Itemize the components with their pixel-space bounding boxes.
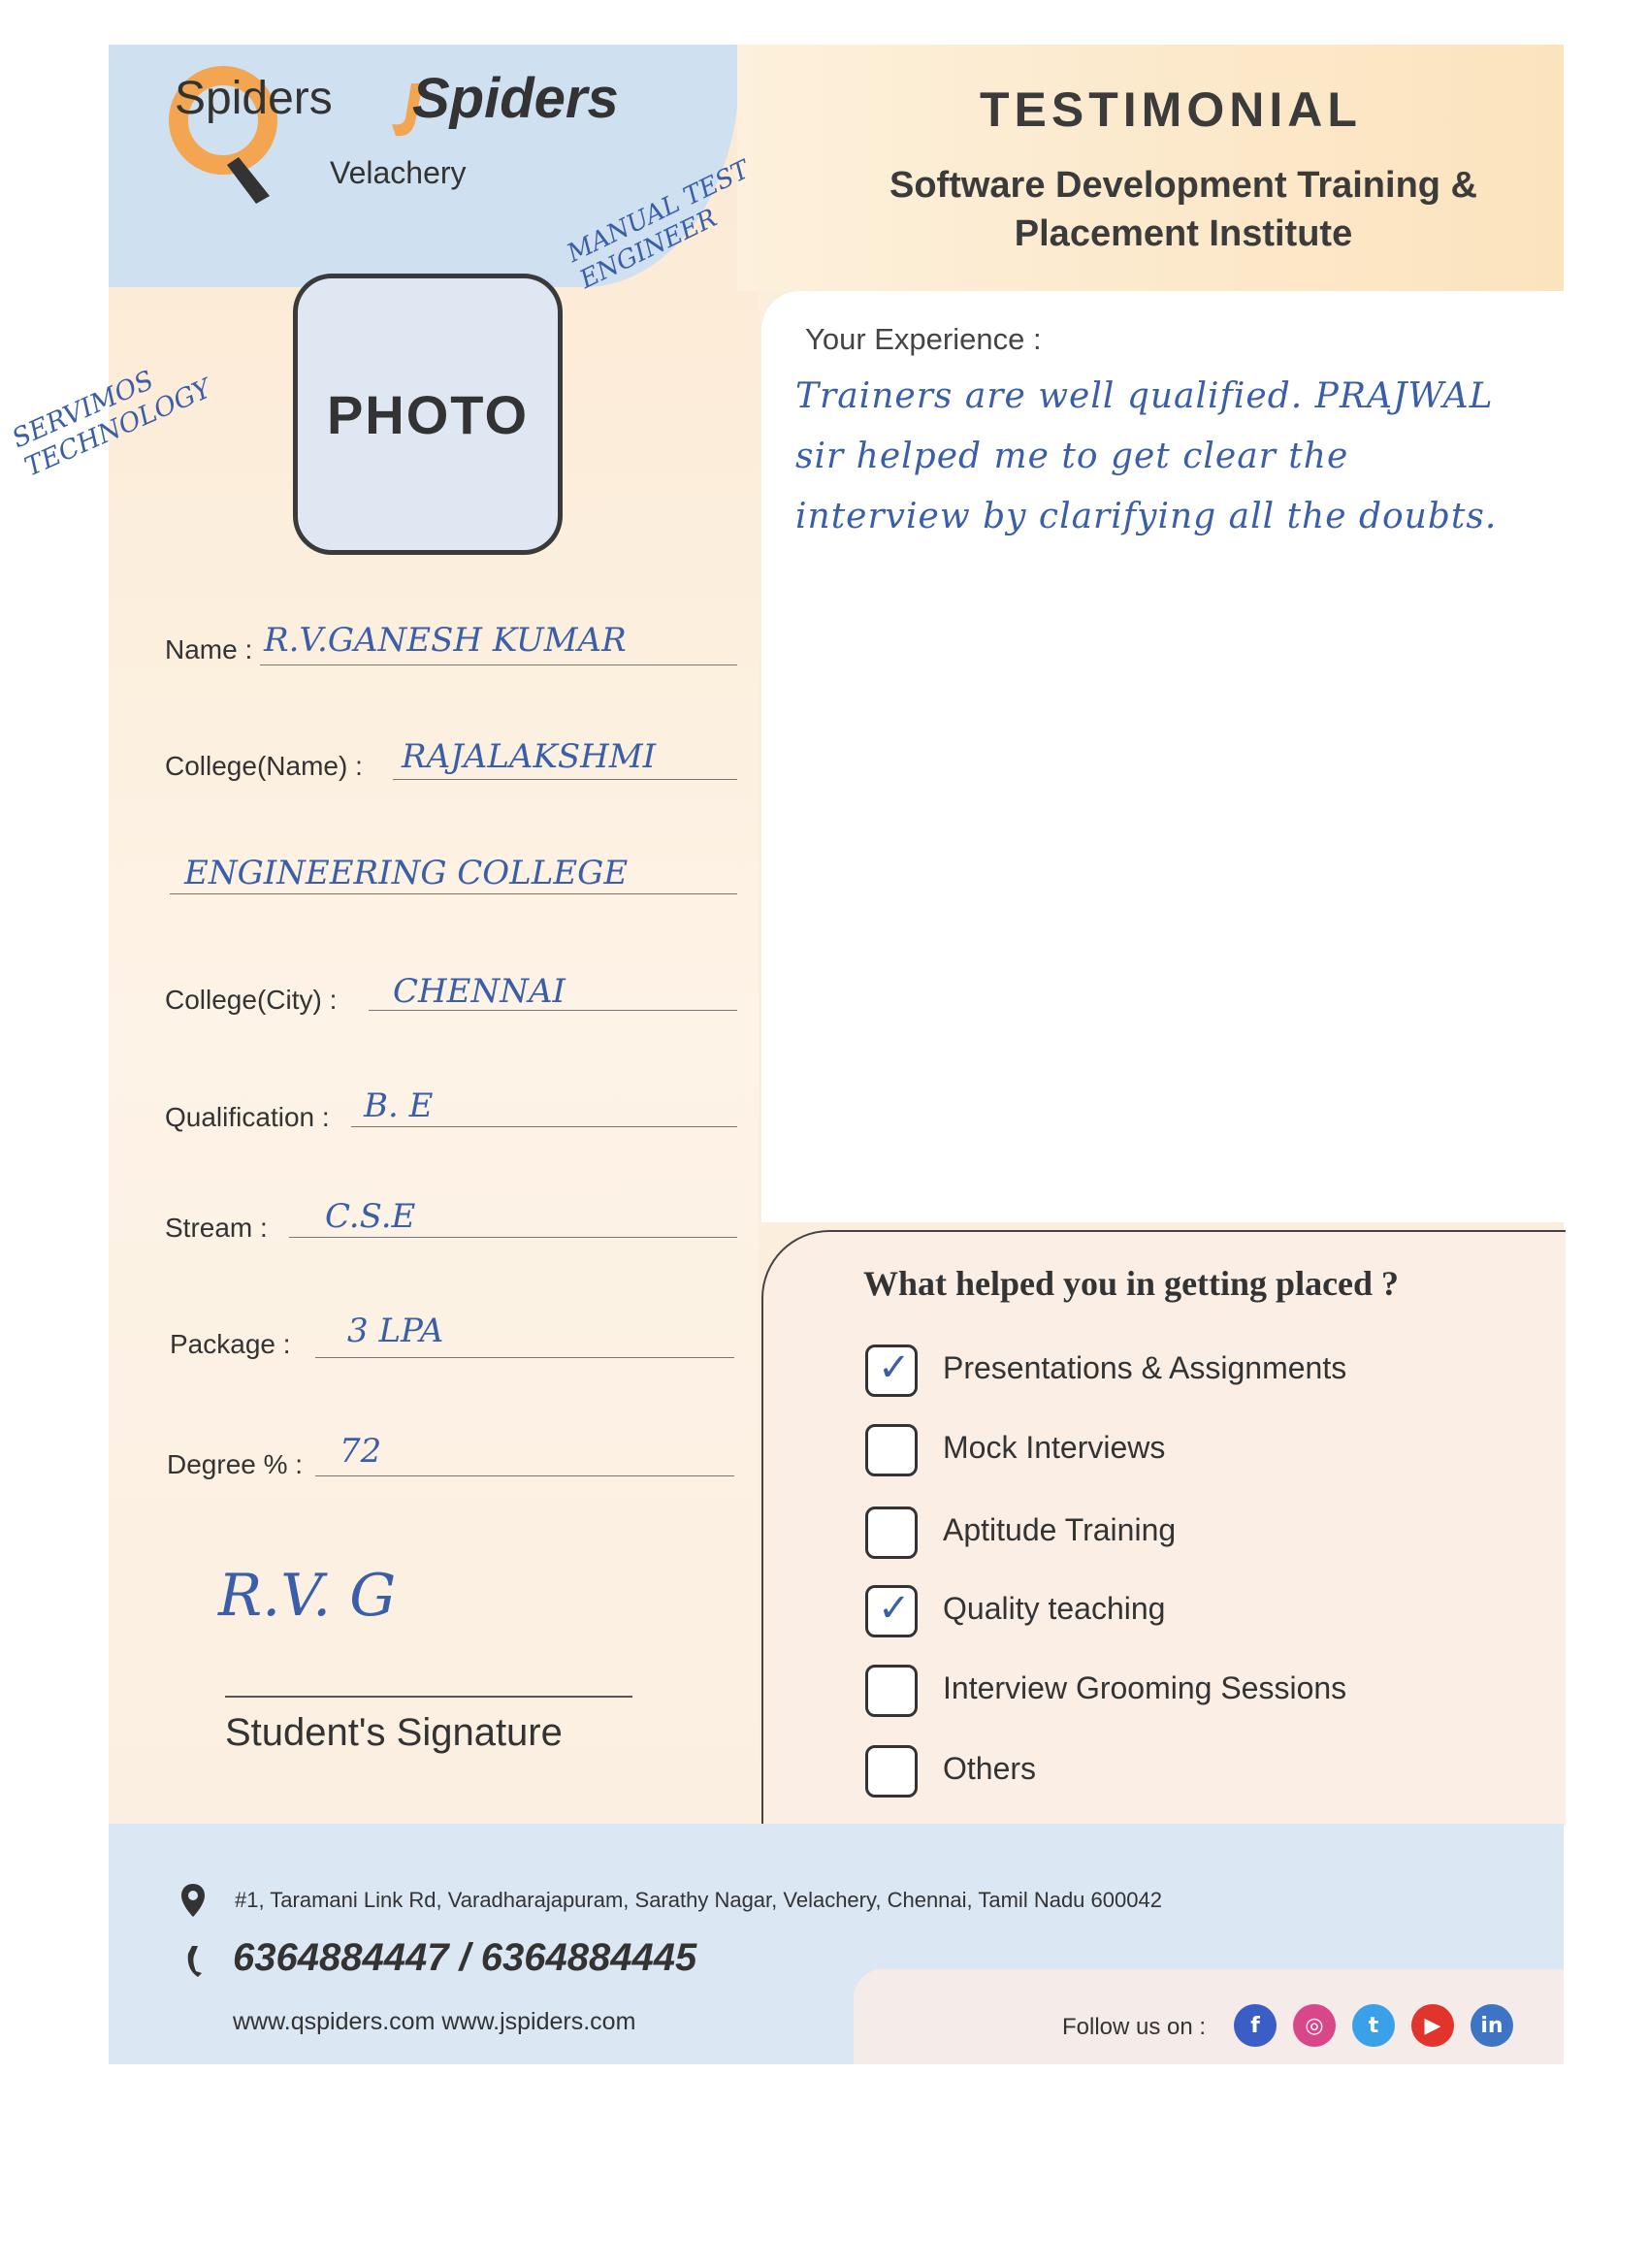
- facebook-icon[interactable]: f: [1234, 2004, 1277, 2047]
- college-name-line-2: [170, 892, 737, 894]
- option-label: Others: [943, 1751, 1037, 1786]
- helped-option[interactable]: [865, 1422, 1544, 1476]
- qualification-label: Qualification :: [165, 1102, 330, 1132]
- page-subtitle: [834, 161, 1533, 258]
- page-title: TESTIMONIAL: [980, 82, 1362, 137]
- degree-value: 72: [340, 1432, 382, 1471]
- college-name-label: College(Name) :: [165, 751, 363, 781]
- college-name-value: RAJALAKSHMI: [402, 737, 657, 776]
- qspiders-wordmark: Spiders: [175, 73, 333, 124]
- company-annotation: SERVIMOS TECHNOLOGY: [8, 365, 216, 483]
- package-line: [315, 1356, 734, 1358]
- qualification-line: [351, 1125, 737, 1127]
- helped-question: What helped you in getting placed ?: [863, 1264, 1400, 1303]
- stream-value: C.S.E: [325, 1197, 416, 1236]
- stream-line: [289, 1236, 737, 1238]
- signature-label: Student's Signature: [225, 1711, 563, 1754]
- experience-text: Trainers are well qualified. PRAJWAL sir helped me to get clear the interview by clarifying all the doubts.: [795, 376, 1498, 536]
- helped-option[interactable]: [865, 1663, 1544, 1717]
- footer-phones: 6364884447 / 6364884445: [233, 1936, 697, 1979]
- phone-icon: [184, 1944, 208, 1977]
- option-checkbox[interactable]: [865, 1745, 918, 1798]
- option-label: Mock Interviews: [943, 1430, 1166, 1465]
- linkedin-icon[interactable]: in: [1471, 2004, 1513, 2047]
- subtitle-line-2: Placement Institute: [1014, 213, 1353, 254]
- follow-us-label: Follow us on :: [1062, 2014, 1207, 2040]
- student-signature-mark: R.V. G: [218, 1562, 397, 1630]
- degree-line: [315, 1474, 734, 1476]
- instagram-icon[interactable]: ◎: [1293, 2004, 1336, 2047]
- option-checkbox[interactable]: [865, 1345, 918, 1397]
- youtube-icon[interactable]: ▶: [1411, 2004, 1454, 2047]
- twitter-icon[interactable]: t: [1352, 2004, 1395, 2047]
- option-checkbox[interactable]: [865, 1665, 918, 1717]
- option-label: Aptitude Training: [943, 1512, 1177, 1547]
- location-pin-icon: [179, 1882, 207, 1919]
- qualification-value: B. E: [364, 1086, 434, 1125]
- footer-address: #1, Taramani Link Rd, Varadharajapuram, Sarathy Nagar, Velachery, Chennai, Tamil Nadu 600042: [235, 1888, 1162, 1912]
- subtitle-line-1: Software Development Training &: [889, 165, 1477, 206]
- signature-line: [225, 1696, 632, 1698]
- package-value: 3 LPA: [347, 1312, 444, 1350]
- college-city-value: CHENNAI: [393, 972, 566, 1011]
- college-name-value-2: ENGINEERING COLLEGE: [184, 854, 629, 892]
- helped-option[interactable]: [865, 1743, 1544, 1798]
- helped-option[interactable]: [865, 1583, 1544, 1637]
- option-checkbox[interactable]: [865, 1507, 918, 1559]
- photo-label: PHOTO: [326, 383, 530, 445]
- college-city-line: [369, 1009, 737, 1011]
- role-annotation: MANUAL TEST ENGINEER: [563, 155, 755, 295]
- option-checkbox[interactable]: [865, 1424, 918, 1476]
- option-label: Quality teaching: [943, 1591, 1166, 1626]
- jspiders-wordmark: Spiders: [412, 67, 619, 130]
- option-checkbox[interactable]: [865, 1585, 918, 1637]
- name-value: R.V.GANESH KUMAR: [264, 621, 627, 660]
- option-label: Interview Grooming Sessions: [943, 1670, 1347, 1705]
- package-label: Package :: [170, 1329, 291, 1359]
- helped-option[interactable]: [865, 1505, 1544, 1559]
- brand-location: Velachery: [330, 155, 467, 190]
- experience-label: Your Experience :: [805, 322, 1042, 356]
- checkmark-icon: ✓: [878, 1346, 911, 1389]
- name-line: [260, 664, 737, 665]
- stream-label: Stream :: [165, 1213, 268, 1243]
- footer-websites[interactable]: www.qspiders.com www.jspiders.com: [233, 2008, 636, 2035]
- footer-social-area: [854, 1969, 1564, 2064]
- name-label: Name :: [165, 634, 253, 664]
- photo-placeholder: [293, 274, 563, 555]
- degree-label: Degree % :: [167, 1449, 304, 1479]
- helped-option[interactable]: [865, 1343, 1544, 1397]
- checkmark-icon: ✓: [878, 1587, 911, 1630]
- college-city-label: College(City) :: [165, 985, 338, 1015]
- college-name-line: [393, 778, 737, 780]
- option-label: Presentations & Assignments: [943, 1350, 1347, 1385]
